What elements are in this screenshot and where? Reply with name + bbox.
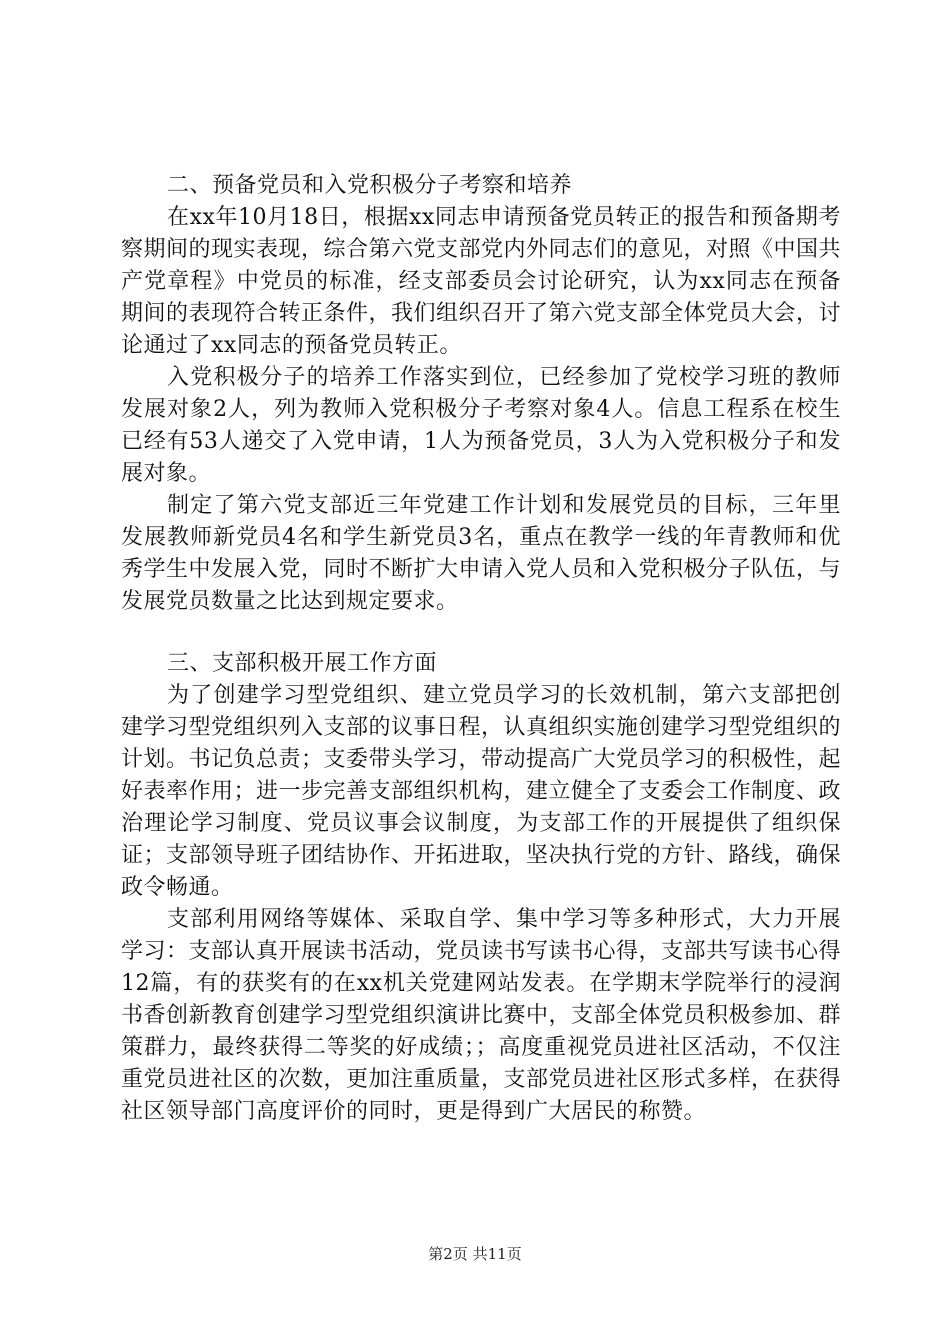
paragraph: 制定了第六党支部近三年党建工作计划和发展党员的目标，三年里发展教师新党员4名和学生新党员3名，重点在教学一线的年青教师和优秀学生中发展入党，同时不断扩大申请入党人员和入党积极分子队伍，与发展党员数量之比达到规定要求。 (121, 493, 842, 614)
paragraph: 为了创建学习型党组织、建立党员学习的长效机制，第六支部把创建学习型党组织列入支部的议事日程，认真组织实施创建学习型党组织的计划。书记负总责；支委带头学习，带动提高广大党员学习的积极性，起好表率作用；进一步完善支部组织机构，建立健全了支委会工作制度、政治理论学习制度、党员议事会议制度，为支部工作的开展提供了组织保证；支部领导班子团结协作、开拓进取，坚决执行党的方针、路线，确保政令畅通。 (121, 683, 842, 900)
page-number-footer: 第2页 共11页 (428, 1245, 522, 1263)
section-spacer (121, 618, 841, 648)
paragraph: 入党积极分子的培养工作落实到位，已经参加了党校学习班的教师发展对象2人，列为教师入党积极分子考察对象4人。信息工程系在校生已经有53人递交了入党申请，1人为预备党员，3人为入党积极分子和发展对象。 (121, 365, 841, 486)
paragraph: 支部利用网络等媒体、采取自学、集中学习等多种形式，大力开展学习：支部认真开展读书活动，党员读书写读书心得，支部共写读书心得12篇，有的获奖有的在xx机关党建网站发表。在学期末学院举行的浸润书香创新教育创建学习型党组织演讲比赛中，支部全体党员积极参加、群策群力，最终获得二等奖的好成绩；；高度重视党员进社区活动，不仅注重党员进社区的次数，更加注重质量，支部党员进社区形式多样，在获得社区领导部门高度评价的同时，更是得到广大居民的称赞。 (121, 907, 842, 1124)
section-heading-2: 二、预备党员和入党积极分子考察和培养 (167, 173, 573, 198)
section-heading-3: 三、支部积极开展工作方面 (167, 651, 438, 676)
paragraph: 在xx年10月18日，根据xx同志申请预备党员转正的报告和预备期考察期间的现实表现，综合第六党支部党内外同志们的意见，对照《中国共产党章程》中党员的标准，经支部委员会讨论研究，认为xx同志在预备期间的表现符合转正条件，我们组织召开了第六党支部全体党员大会，讨论通过了xx同志的预备党员转正。 (121, 205, 842, 358)
document-body (121, 170, 841, 1128)
